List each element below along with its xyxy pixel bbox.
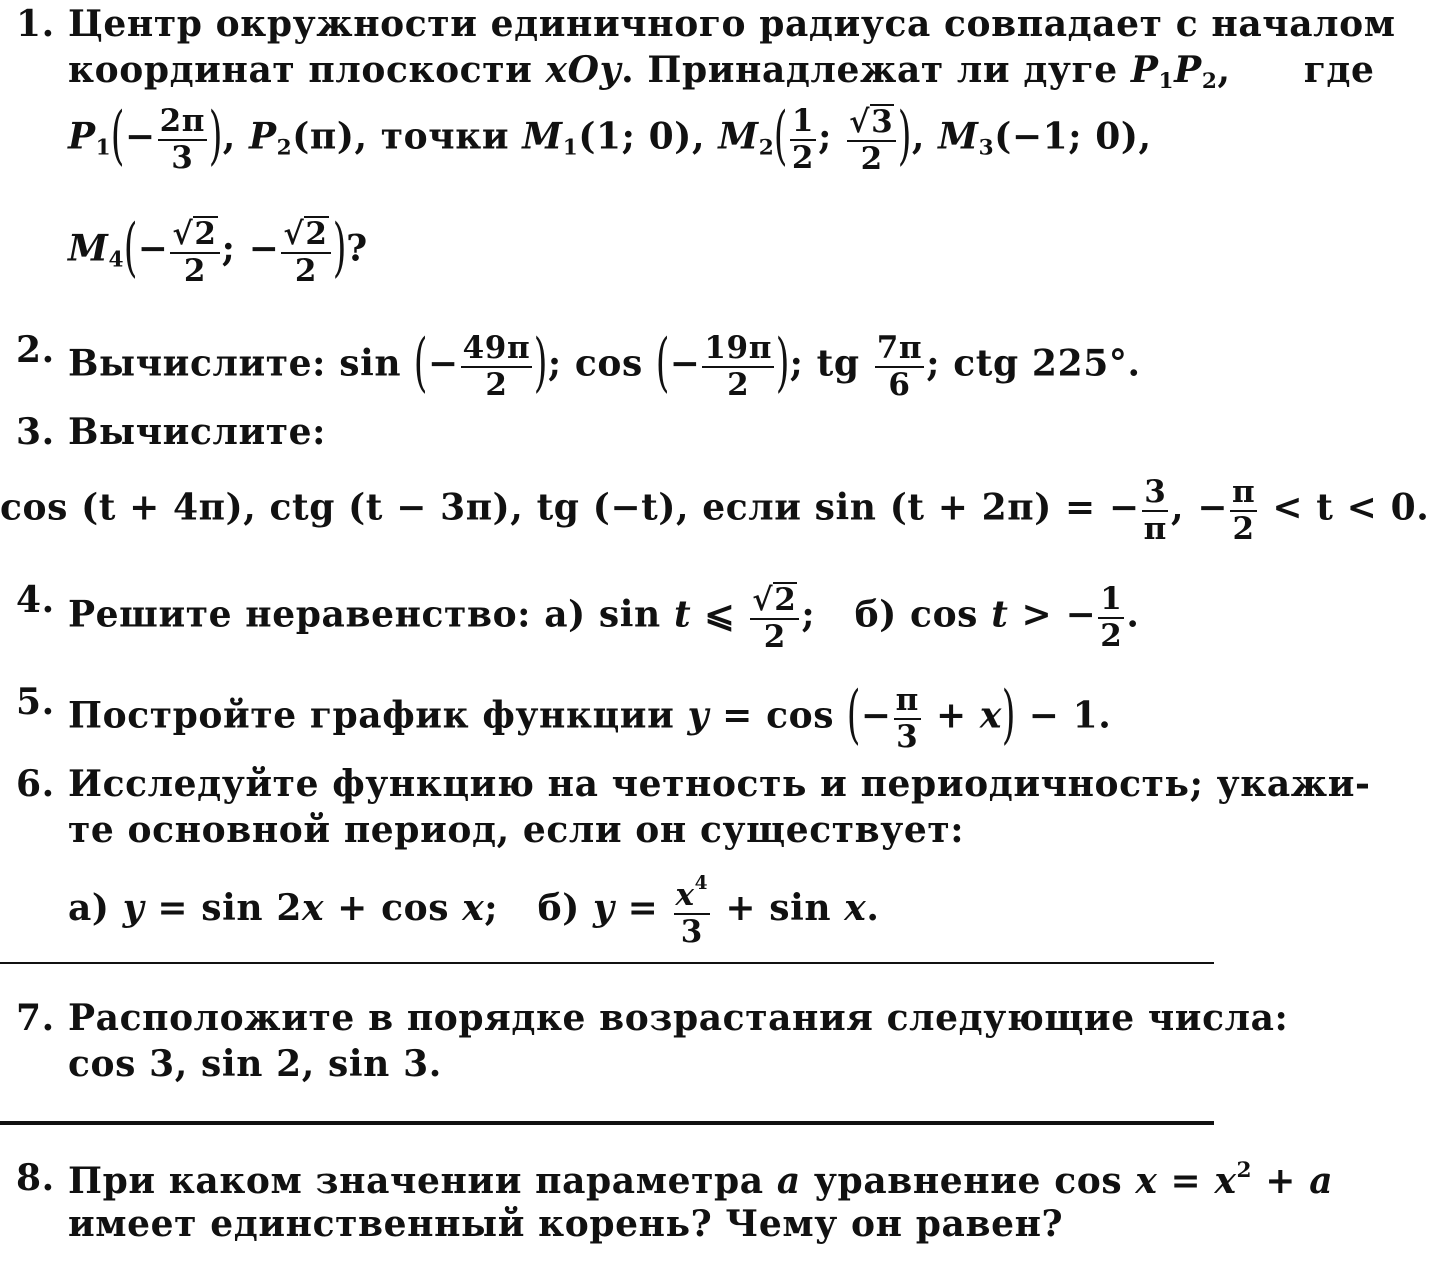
problem-text: Вычислите: sin (− $\frac{49\pi}{2}$ ); cos (− $\frac{19\pi}{2}$ ); tg $\frac{7\pi}{6}$ ; ctg 225°.	[68, 325, 1141, 403]
problem-number: 3.	[16, 411, 55, 453]
problem-text: cos (t + 4π), ctg (t − 3π), tg (−t), если sin (t + 2π) = − $\frac{3}{\pi}$ , − $\frac{\pi}{2}$ < t < 0.	[0, 474, 1429, 547]
problem-label: Вычислите:	[68, 411, 327, 453]
problem-number: 5.	[16, 681, 55, 723]
problem-text: Постройте график функции y = cos (− $\frac{\pi}{3}$ + x) − 1.	[68, 677, 1112, 755]
problem-number: 6.	[16, 763, 55, 805]
problem-number: 4.	[16, 579, 55, 621]
problem-number: 7.	[16, 997, 55, 1039]
problem-number: 8.	[16, 1157, 55, 1199]
divider	[0, 962, 1214, 964]
problem-text: Решите неравенство: а) sin t ⩽ $\frac{√2}{2}$ ; б) cos t > − $\frac{1}{2}$ .	[68, 581, 1140, 655]
divider	[0, 1121, 1214, 1125]
problem-number: 2.	[16, 329, 55, 371]
problem-number: 1.	[16, 3, 55, 45]
